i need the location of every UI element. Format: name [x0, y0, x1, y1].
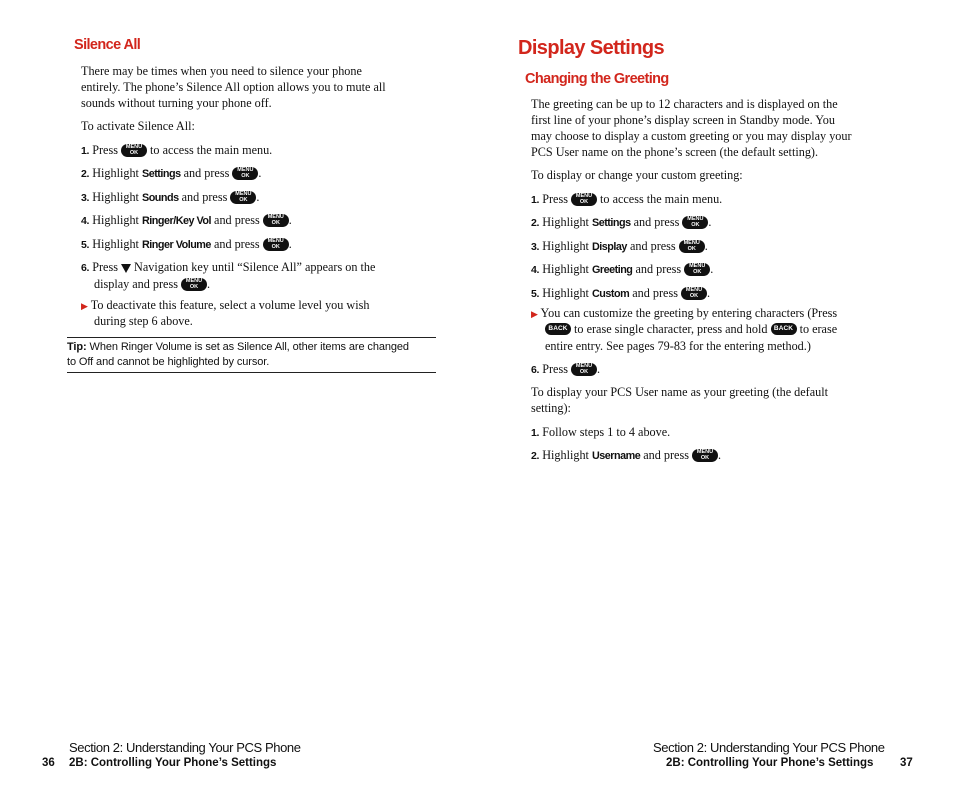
step-text: to access the main menu.: [150, 143, 273, 157]
menu-ok-key-icon: MENU OK: [571, 363, 597, 376]
step-item: [81, 142, 272, 159]
paragraph-line: setting):: [531, 401, 571, 415]
step-item: [531, 285, 710, 302]
menu-ok-key-icon: MENU OK: [230, 191, 256, 204]
step-text: Highlight: [92, 237, 139, 251]
step-text: display and press: [94, 277, 178, 291]
tip-box: [67, 337, 436, 373]
back-key-icon: BACK: [545, 323, 571, 335]
paragraph-line: The greeting can be up to 12 characters and is displayed on the: [531, 97, 838, 111]
step-number: 3.: [81, 192, 90, 204]
bullet-triangle-icon: ▶: [531, 310, 538, 320]
step-text: Highlight: [92, 213, 139, 227]
menu-keyword: Greeting: [592, 264, 633, 276]
bullet-triangle-icon: ▶: [81, 302, 88, 312]
step-text: and press: [629, 239, 676, 253]
step-number: 1.: [531, 194, 540, 206]
menu-keyword: Ringer Volume: [142, 239, 211, 251]
step-end: .: [707, 286, 711, 300]
step-text: Highlight: [92, 166, 139, 180]
menu-ok-key-icon: MENU OK: [263, 238, 289, 251]
menu-ok-key-icon: MENU OK: [684, 263, 710, 276]
step-text: and press: [643, 448, 689, 462]
tip-text: to Off and cannot be highlighted by cursor.: [67, 356, 270, 368]
step-item: [81, 165, 261, 182]
step-end: .: [710, 262, 714, 276]
step-end: .: [597, 362, 601, 376]
menu-ok-key-icon: MENU OK: [679, 240, 705, 253]
step-item: [531, 261, 713, 278]
step-item: [531, 238, 708, 255]
step-end: .: [256, 190, 260, 204]
navigation-down-icon: [121, 264, 131, 273]
tip-label: Tip:: [67, 341, 87, 353]
step-number: 4.: [81, 215, 90, 227]
step-item: [531, 447, 721, 464]
back-key-icon: BACK: [771, 323, 797, 335]
step-text: and press: [214, 213, 260, 227]
page-number-left: 36: [42, 757, 55, 769]
step-text: Press: [92, 260, 118, 274]
step-end: .: [258, 166, 262, 180]
step-text: Highlight: [542, 239, 589, 253]
step-item: [81, 212, 292, 229]
step-end: .: [704, 239, 708, 253]
step-continuation: [94, 276, 210, 292]
paragraph-line: To display your PCS User name as your greeting (the default: [531, 385, 828, 399]
step-end: .: [718, 448, 722, 462]
step-text: and press: [181, 190, 228, 204]
step-number: 5.: [531, 288, 540, 300]
step-number: 6.: [81, 262, 90, 274]
step-text: Highlight: [542, 215, 589, 229]
bullet-continuation: entire entry. See pages 79-83 for the entering method.): [545, 339, 811, 353]
step-number: 2.: [81, 168, 90, 180]
section-heading-silence-all: Silence All: [74, 37, 141, 53]
step-text: and press: [633, 215, 680, 229]
menu-ok-key-icon: MENU OK: [181, 278, 207, 291]
section-heading-changing-greeting: Changing the Greeting: [525, 71, 669, 87]
bullet-text: to erase single character, press and hold: [574, 322, 768, 336]
step-end: .: [708, 215, 712, 229]
step-text: Navigation key until “Silence All” appears on the: [134, 260, 376, 274]
paragraph-line: There may be times when you need to silence your phone: [81, 64, 362, 78]
step-item: [531, 424, 670, 441]
step-number: 4.: [531, 264, 540, 276]
step-text: and press: [632, 286, 678, 300]
step-text: Highlight: [92, 190, 139, 204]
menu-keyword: Custom: [592, 288, 630, 300]
paragraph-line: PCS User name on the phone’s screen (the default setting).: [531, 145, 819, 159]
menu-ok-key-icon: MENU OK: [682, 216, 708, 229]
step-number: 2.: [531, 450, 540, 462]
page-number-right: 37: [900, 757, 913, 769]
menu-keyword: Ringer/Key Vol: [142, 215, 211, 227]
menu-ok-key-icon: MENU OK: [681, 287, 707, 300]
bullet-text: To deactivate this feature, select a volume level you wish: [90, 298, 370, 312]
step-number: 1.: [531, 427, 540, 439]
step-item: [81, 259, 375, 276]
step-item: [81, 236, 292, 253]
step-number: 2.: [531, 217, 540, 229]
step-text: Highlight: [542, 286, 589, 300]
footer-section-left: Section 2: Understanding Your PCS Phone: [69, 740, 301, 755]
step-item: [531, 191, 722, 208]
step-text: Highlight: [542, 448, 589, 462]
step-item: [531, 214, 711, 231]
bullet-continuation: during step 6 above.: [94, 314, 193, 328]
menu-keyword: Username: [592, 450, 641, 462]
custom-greeting-label: To display or change your custom greeting:: [531, 168, 743, 182]
step-text: Highlight: [542, 262, 589, 276]
bullet-continuation: [545, 321, 837, 337]
step-text: and press: [213, 237, 260, 251]
step-number: 1.: [81, 145, 90, 157]
menu-ok-key-icon: MENU OK: [232, 167, 258, 180]
menu-keyword: Sounds: [142, 192, 179, 204]
step-text: to access the main menu.: [600, 192, 723, 206]
paragraph-line: first line of your phone’s display screen in Standby mode. You: [531, 113, 835, 127]
paragraph-line: entirely. The phone’s Silence All option allows you to mute all: [81, 80, 386, 94]
bullet-text: You can customize the greeting by entering characters (Press: [540, 306, 838, 320]
menu-ok-key-icon: MENU OK: [263, 214, 289, 227]
step-text: and press: [183, 166, 230, 180]
step-item: [81, 189, 259, 206]
menu-ok-key-icon: MENU OK: [571, 193, 597, 206]
bullet-text: to erase: [799, 322, 838, 336]
step-text: Press: [92, 143, 118, 157]
footer-section-right: Section 2: Understanding Your PCS Phone: [653, 740, 885, 755]
step-text: and press: [635, 262, 682, 276]
step-text: Press: [542, 192, 568, 206]
menu-ok-key-icon: MENU OK: [121, 144, 147, 157]
paragraph-line: may choose to display a custom greeting or you may display your: [531, 129, 852, 143]
step-end: .: [288, 237, 292, 251]
step-number: 3.: [531, 241, 540, 253]
step-text: Press: [542, 362, 568, 376]
page-title: Display Settings: [518, 37, 664, 59]
activate-label: To activate Silence All:: [81, 119, 195, 133]
step-item: [531, 361, 600, 378]
paragraph-line: sounds without turning your phone off.: [81, 96, 272, 110]
menu-keyword: Settings: [142, 168, 181, 180]
tip-text: When Ringer Volume is set as Silence All, other items are changed: [89, 341, 409, 353]
step-number: 5.: [81, 239, 90, 251]
menu-keyword: Settings: [592, 217, 631, 229]
menu-keyword: Display: [592, 241, 627, 253]
step-end: .: [288, 213, 292, 227]
menu-ok-key-icon: MENU OK: [692, 449, 718, 462]
step-number: 6.: [531, 364, 540, 376]
footer-chapter-left: 2B: Controlling Your Phone’s Settings: [69, 757, 277, 769]
step-end: .: [207, 277, 211, 291]
footer-chapter-right: 2B: Controlling Your Phone’s Settings: [666, 757, 874, 769]
step-text: Follow steps 1 to 4 above.: [542, 425, 671, 439]
